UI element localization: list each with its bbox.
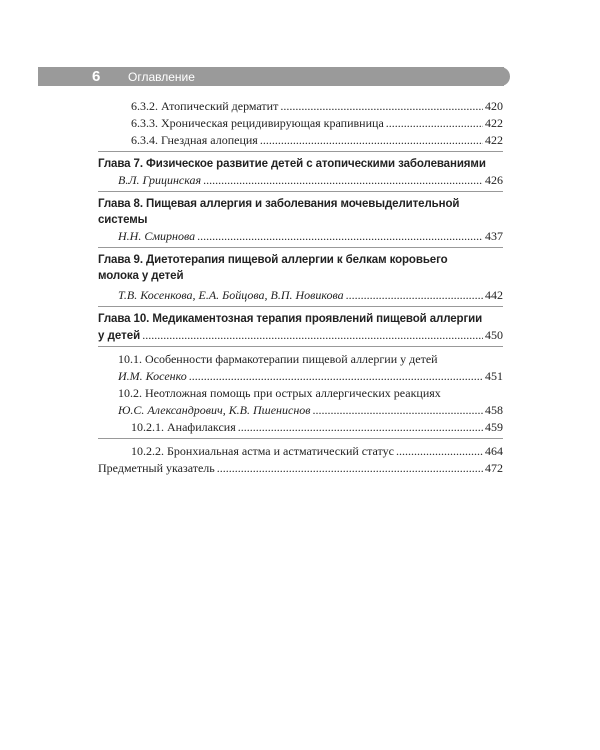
divider bbox=[98, 438, 503, 439]
toc-author-entry[interactable]: И.М. Косенко ..... 451 bbox=[98, 368, 503, 385]
chapter-title[interactable]: Глава 8. Пищевая аллергия и заболевания мочевыделительной системы bbox=[98, 198, 460, 226]
toc-author-entry[interactable]: Н.Н. Смирнова ..... 437 bbox=[98, 228, 503, 245]
page-number: 6 bbox=[92, 68, 101, 85]
chapter-title[interactable]: Глава 7. Физическое развитие детей с атопическими заболеваниями bbox=[98, 158, 486, 170]
divider bbox=[98, 306, 503, 307]
toc-section-title[interactable]: 10.1. Особенности фармакотерапии пищевой аллергии у детей bbox=[118, 352, 438, 366]
chapter-title-cont: молока у детей bbox=[98, 270, 184, 282]
table-of-contents bbox=[98, 98, 503, 477]
chapter-title[interactable]: Глава 9. Диетотерапия пищевой аллергии к белкам коровьего bbox=[98, 254, 448, 266]
toc-entry[interactable]: 6.3.4. Гнездная алопеция ..... 422 bbox=[98, 132, 503, 149]
divider bbox=[98, 191, 503, 192]
toc-author-entry[interactable]: Т.В. Косенкова, Е.А. Бойцова, В.П. Новикова ..... 442 bbox=[98, 287, 503, 304]
toc-entry[interactable]: 10.2.2. Бронхиальная астма и астматический статус ..... 464 bbox=[98, 443, 503, 460]
toc-author-entry[interactable]: Ю.С. Александрович, К.В. Пшениснов ..... 458 bbox=[98, 402, 503, 419]
divider bbox=[98, 247, 503, 248]
toc-entry[interactable]: у детей ..... 450 bbox=[98, 327, 503, 344]
divider bbox=[98, 151, 503, 152]
divider bbox=[98, 346, 503, 347]
toc-entry[interactable]: 10.2.1. Анафилаксия ..... 459 bbox=[98, 419, 503, 436]
toc-entry[interactable]: 6.3.2. Атопический дерматит ..... 420 bbox=[98, 98, 503, 115]
toc-author-entry[interactable]: В.Л. Грицинская ..... 426 bbox=[98, 172, 503, 189]
section-title: Оглавление bbox=[128, 69, 195, 84]
running-header bbox=[38, 67, 504, 86]
chapter-title[interactable]: Глава 10. Медикаментозная терапия проявлений пищевой аллергии bbox=[98, 313, 483, 325]
toc-entry[interactable]: 6.3.3. Хроническая рецидивирующая крапивница ..... 422 bbox=[98, 115, 503, 132]
toc-section-title[interactable]: 10.2. Неотложная помощь при острых аллергических реакциях bbox=[118, 386, 441, 400]
toc-entry[interactable]: Предметный указатель ..... 472 bbox=[98, 460, 503, 477]
